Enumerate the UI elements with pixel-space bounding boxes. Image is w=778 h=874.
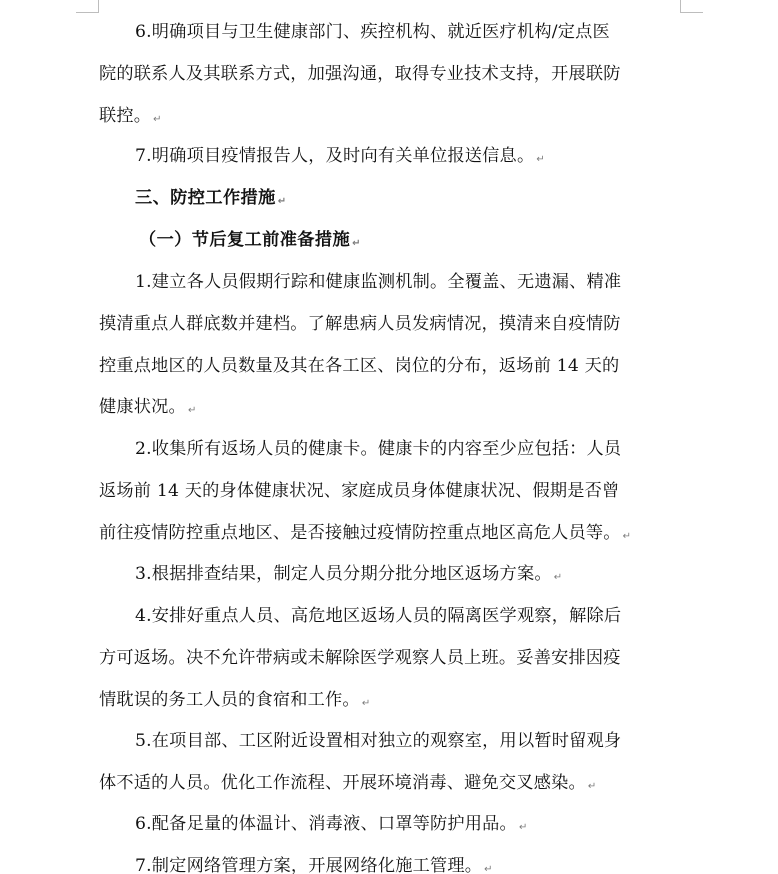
paragraph-line: 7.明确项目疫情报告人，及时向有关单位报送信息。 ↵ [135,146,545,166]
paragraph-line: 6.明确项目与卫生健康部门、疾控机构、就近医疗机构/定点医 [135,22,610,42]
paragraph-line: 联控。 ↵ [99,105,162,126]
paragraph-line: 健康状况。 ↵ [99,397,197,418]
subheading-preparation-measures [103,220,667,262]
paragraph-mark-icon: ↵ [553,572,563,583]
paragraph-line: 3.根据排查结果，制定人员分期分批分地区返场方案。 ↵ [135,564,563,584]
paragraph-line: 摸清重点人群底数并建档。了解患病人员发病情况，摸清来自疫情防 [99,313,621,334]
paragraph-mark-icon: ↵ [187,405,197,417]
paragraph-protective-supplies [99,804,663,846]
paragraph-mark-icon: ↵ [484,864,493,874]
paragraph-line: 1.建立各人员假期行踪和健康监测机制。全覆盖、无遗漏、精准 [135,272,622,292]
top-left-crop-mark [76,0,99,13]
paragraph-mark-icon: ↵ [622,530,632,542]
paragraph-return-plan [99,554,663,596]
paragraph-line: 院的联系人及其联系方式，加强沟通，取得专业技术支持，开展联防 [99,63,621,84]
paragraph-line: 情耽误的务工人员的食宿和工作。 ↵ [99,689,371,710]
paragraph-line: 方可返场。决不允许带病或未解除医学观察人员上班。妥善安排因疫 [99,647,621,668]
paragraph-line: 返场前 14 天的身体健康状况、家庭成员身体健康状况、假期是否曾 [99,480,620,501]
paragraph-travel-monitoring [99,262,663,429]
paragraph-line: 6.配备足量的体温计、消毒液、口罩等防护用品。 ↵ [135,814,528,834]
paragraph-network-management [99,846,663,874]
paragraph-line: 前往疫情防控重点地区、是否接触过疫情防控重点地区高危人员等。 ↵ [99,522,632,543]
paragraph-mark-icon: ↵ [587,780,597,792]
paragraph-report-person [99,136,663,178]
paragraph-mark-icon: ↵ [153,113,162,125]
paragraph-mark-icon: ↵ [277,196,287,207]
paragraph-line: 4.安排好重点人员、高危地区返场人员的隔离医学观察，解除后 [135,606,622,626]
paragraph-health-card [99,429,663,554]
paragraph-line: 体不适的人员。优化工作流程、开展环境消毒、避免交叉感染。 ↵ [99,772,597,793]
paragraph-observation-room [99,721,663,805]
heading-line: （一）节后复工前准备措施 ↵ [139,230,361,250]
paragraph-contact-department [99,12,663,137]
paragraph-mark-icon: ↵ [518,822,528,833]
paragraph-line: 5.在项目部、工区附近设置相对独立的观察室，用以暂时留观身 [135,731,622,751]
paragraph-mark-icon: ↵ [361,697,371,709]
heading-line: 三、防控工作措施 ↵ [135,188,287,208]
top-right-crop-mark [680,0,703,13]
paragraph-medical-observation [99,596,663,721]
paragraph-mark-icon: ↵ [352,238,361,249]
section-heading-control-measures [99,178,663,220]
paragraph-line: 7.制定网络管理方案，开展网络化施工管理。 ↵ [135,856,493,874]
paragraph-line: 控重点地区的人员数量及其在各工区、岗位的分布，返场前 14 天的 [99,355,620,376]
paragraph-line: 2.收集所有返场人员的健康卡。健康卡的内容至少应包括：人员 [135,439,622,459]
paragraph-mark-icon: ↵ [536,154,545,165]
